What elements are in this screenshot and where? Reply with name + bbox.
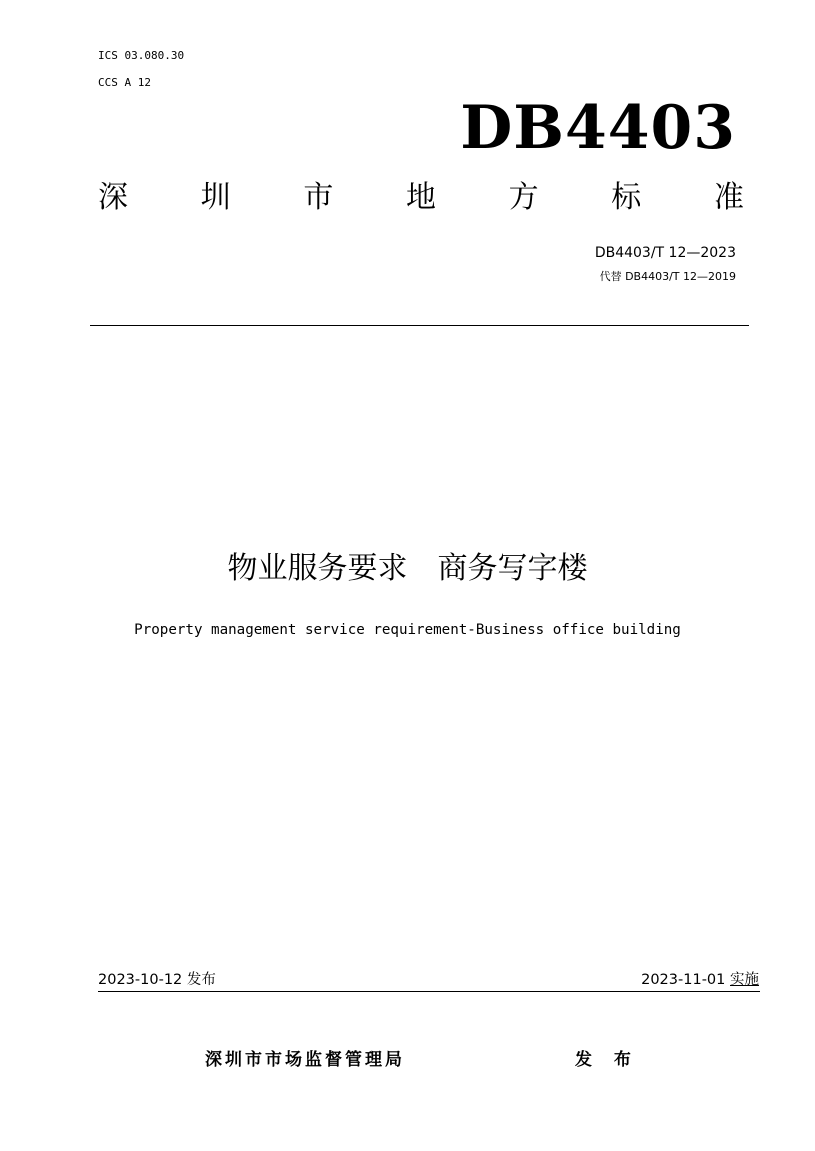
document-title-part1: 物业服务要求	[227, 551, 408, 586]
standard-type-char: 圳	[200, 180, 231, 215]
replaces-standard: 代替 DB4403/T 12—2019	[599, 270, 736, 283]
issue-word: 发布	[186, 972, 216, 988]
standard-type-char: 市	[303, 180, 334, 215]
ics-code: ICS 03.080.30	[98, 49, 185, 62]
standard-type-char: 方	[508, 180, 539, 215]
standard-type-char: 地	[405, 180, 436, 215]
standard-type-char: 准	[713, 180, 744, 215]
standard-number: DB4403/T 12—2023	[594, 245, 736, 261]
issue-date: 2023-10-12	[98, 972, 183, 988]
issue-date-line	[98, 970, 216, 990]
document-title-part2: 商务写字楼	[437, 551, 588, 586]
header-divider	[90, 325, 749, 326]
document-title-chinese	[0, 548, 815, 590]
document-title-english: Property management service requirement-Business office building	[134, 622, 681, 638]
issuing-authority: 深圳市市场监督管理局	[205, 1050, 405, 1070]
standard-type-title	[98, 178, 744, 218]
standard-type-char: 深	[98, 180, 128, 215]
ccs-code: CCS A 12	[98, 76, 151, 89]
standard-mark: DB4403	[460, 93, 736, 163]
effective-date: 2023-11-01	[641, 972, 726, 988]
effective-date-line	[641, 970, 759, 990]
effective-word: 实施	[730, 972, 759, 988]
footer-divider	[98, 991, 760, 992]
issuing-action: 发 布	[575, 1050, 639, 1070]
standard-type-char: 标	[611, 180, 642, 215]
